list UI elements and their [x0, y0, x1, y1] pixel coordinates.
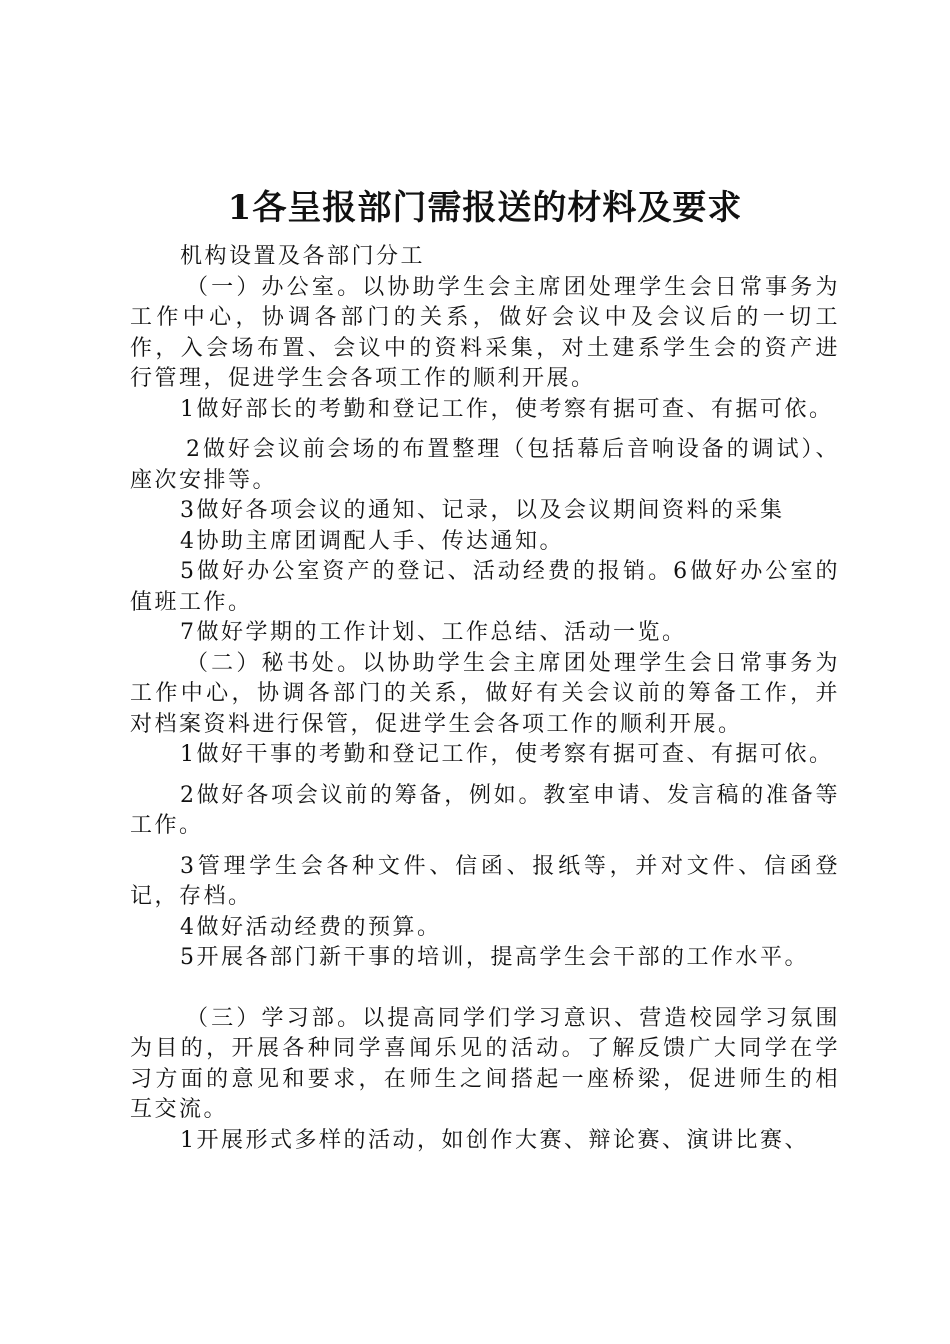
paragraph-secretariat-item-3: 3管理学生会各种文件、信函、报纸等，并对文件、信函登记，存档。 [130, 853, 840, 909]
paragraph-secretariat-item-2: 2做好各项会议前的筹备，例如。教室申请、发言稿的准备等工作。 [130, 782, 840, 838]
paragraph-secretariat: （二）秘书处。以协助学生会主席团处理学生会日常事务为工作中心，协调各部门的关系，做好有关会议前的筹备工作，并对档案资料进行保管，促进学生会各项工作的顺利开展。 [130, 650, 840, 737]
document-page [130, 180, 840, 1156]
blank-line [130, 974, 840, 1004]
paragraph-study-dept-item-1: 1开展形式多样的活动，如创作大赛、辩论赛、演讲比赛、 [180, 1127, 809, 1153]
paragraph-org-setup: 机构设置及各部门分工 [180, 244, 426, 269]
paragraph-office-item-4: 4协助主席团调配人手、传达通知。 [180, 528, 564, 554]
paragraph-office-item-1: 1做好部长的考勤和登记工作，使考察有据可查、有据可依。 [180, 396, 834, 422]
paragraph-secretariat-item-5: 5开展各部门新干事的培训，提高学生会干部的工作水平。 [180, 945, 809, 970]
paragraph-secretariat-item-4: 4做好活动经费的预算。 [180, 914, 442, 940]
paragraph-study-dept: （三）学习部。以提高同学们学习意识、营造校园学习氛围为目的，开展各种同学喜闻乐见的活动。了解反馈广大同学在学习方面的意见和要求，在师生之间搭起一座桥梁，促进师生的相互交流。 [130, 1005, 840, 1122]
paragraph-office: （一）办公室。以协助学生会主席团处理学生会日常事务为工作中心，协调各部门的关系，做好会议中及会议后的一切工作，入会场布置、会议中的资料采集，对土建系学生会的资产进行管理，促进学生会各项工作的顺利开展。 [130, 274, 840, 391]
document-title: 1各呈报部门需报送的材料及要求 [227, 188, 743, 228]
paragraph-office-item-5-6: 5做好办公室资产的登记、活动经费的报销。6做好办公室的值班工作。 [130, 559, 840, 615]
paragraph-office-item-7: 7做好学期的工作计划、工作总结、活动一览。 [180, 620, 687, 645]
paragraph-secretariat-item-1: 1做好干事的考勤和登记工作，使考察有据可查、有据可依。 [180, 742, 834, 767]
paragraph-office-item-3: 3做好各项会议的通知、记录，以及会议期间资料的采集 [180, 498, 785, 523]
paragraph-office-item-2: 2做好会议前会场的布置整理（包括幕后音响设备的调试）、座次安排等。 [130, 437, 840, 493]
